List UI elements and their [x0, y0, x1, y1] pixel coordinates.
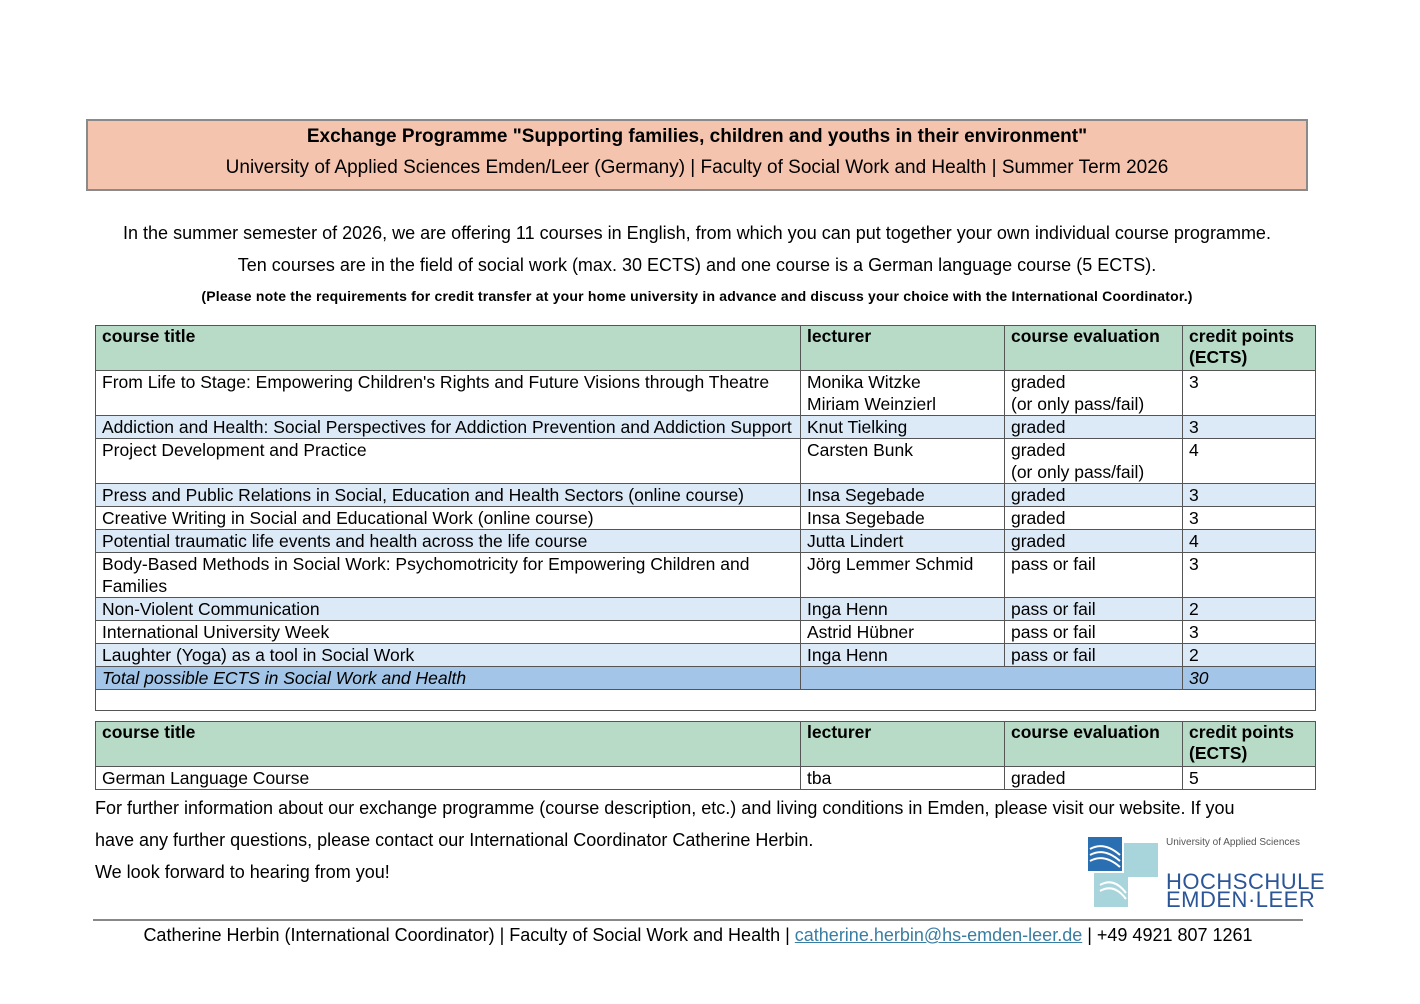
table-row	[96, 553, 1316, 598]
course-evaluation: graded	[1005, 416, 1183, 439]
total-row	[96, 667, 1316, 690]
course-title: From Life to Stage: Empowering Children's Rights and Future Visions through Theatre	[96, 371, 801, 416]
course-lecturer: Insa Segebade	[801, 507, 1005, 530]
header-course-title: course title	[96, 722, 801, 767]
footer-line-2: have any further questions, please contact our International Coordinator Catherine Herbin.	[95, 830, 814, 850]
header-credits: credit points (ECTS)	[1183, 722, 1316, 767]
course-lecturer: Inga Henn	[801, 598, 1005, 621]
logo-name-line-2: EMDEN·LEER	[1166, 887, 1316, 912]
total-label: Total possible ECTS in Social Work and Health	[96, 667, 801, 690]
course-credits: 3	[1183, 371, 1316, 416]
footer-line-3: We look forward to hearing from you!	[95, 862, 390, 882]
header-lecturer: lecturer	[801, 722, 1005, 767]
header-evaluation: course evaluation	[1005, 326, 1183, 371]
total-credits: 30	[1183, 667, 1316, 690]
total-empty	[801, 667, 1183, 690]
course-title: Laughter (Yoga) as a tool in Social Work	[96, 644, 801, 667]
university-logo	[1086, 835, 1326, 912]
course-title: Non-Violent Communication	[96, 598, 801, 621]
logo-tagline: University of Applied Sciences	[1166, 837, 1300, 848]
table-row	[96, 767, 1316, 790]
course-credits: 2	[1183, 598, 1316, 621]
course-credits: 3	[1183, 553, 1316, 598]
table-row	[96, 507, 1316, 530]
course-lecturer: Insa Segebade	[801, 484, 1005, 507]
header-lecturer: lecturer	[801, 326, 1005, 371]
table-header-row	[96, 326, 1316, 371]
table-row	[96, 644, 1316, 667]
course-lecturer: Monika Witzke Miriam Weinzierl	[801, 371, 1005, 416]
header-evaluation: course evaluation	[1005, 722, 1183, 767]
contact-prefix: Catherine Herbin (International Coordinator) | Faculty of Social Work and Health |	[143, 925, 795, 945]
programme-subtitle: University of Applied Sciences Emden/Leer (Germany) | Faculty of Social Work and Health | Summer Term 2026	[225, 157, 1169, 178]
language-course-table	[95, 721, 1316, 790]
course-evaluation: pass or fail	[1005, 598, 1183, 621]
course-title: Potential traumatic life events and health across the life course	[96, 530, 801, 553]
table-row	[96, 530, 1316, 553]
course-lecturer: Carsten Bunk	[801, 439, 1005, 484]
header-course-title: course title	[96, 326, 801, 371]
course-credits: 4	[1183, 439, 1316, 484]
course-evaluation: graded (or only pass/fail)	[1005, 439, 1183, 484]
contact-phone: | +49 4921 807 1261	[1082, 925, 1253, 945]
table-row	[96, 416, 1316, 439]
programme-title: Exchange Programme "Supporting families, children and youths in their environment"	[306, 126, 1088, 147]
contact-email-link[interactable]: catherine.herbin@hs-emden-leer.de	[794, 925, 1083, 945]
course-credits: 3	[1183, 621, 1316, 644]
course-title: Addiction and Health: Social Perspectives for Addiction Prevention and Addiction Support	[96, 416, 801, 439]
course-evaluation: pass or fail	[1005, 553, 1183, 598]
course-title: International University Week	[96, 621, 801, 644]
intro-line-1: In the summer semester of 2026, we are offering 11 courses in English, from which you can put together your own individual course programme.	[123, 223, 1271, 243]
course-credits: 3	[1183, 416, 1316, 439]
course-evaluation: graded	[1005, 530, 1183, 553]
logo-name-line-1: HOCHSCHULE	[1166, 869, 1326, 894]
course-title: Project Development and Practice	[96, 439, 801, 484]
intro-line-2: Ten courses are in the field of social work (max. 30 ECTS) and one course is a German language course (5 ECTS).	[237, 255, 1157, 275]
course-lecturer: Jutta Lindert	[801, 530, 1005, 553]
course-credits: 3	[1183, 507, 1316, 530]
logo-emblem-icon	[1086, 835, 1161, 910]
course-credits: 2	[1183, 644, 1316, 667]
course-lecturer: Jörg Lemmer Schmid	[801, 553, 1005, 598]
footer-divider	[93, 919, 1303, 921]
course-table	[95, 325, 1316, 711]
course-title: Creative Writing in Social and Educational Work (online course)	[96, 507, 801, 530]
programme-header	[86, 119, 1308, 191]
course-evaluation: graded	[1005, 507, 1183, 530]
course-evaluation: graded	[1005, 767, 1183, 790]
table-row	[96, 598, 1316, 621]
intro-note: (Please note the requirements for credit transfer at your home university in advance and discuss your choice with the International Coordinator.)	[201, 288, 1193, 304]
table-header-row	[96, 722, 1316, 767]
table-row	[96, 621, 1316, 644]
course-lecturer: Inga Henn	[801, 644, 1005, 667]
table-row	[96, 371, 1316, 416]
course-lecturer: Astrid Hübner	[801, 621, 1005, 644]
course-lecturer: Knut Tielking	[801, 416, 1005, 439]
course-credits: 3	[1183, 484, 1316, 507]
course-title: Press and Public Relations in Social, Education and Health Sectors (online course)	[96, 484, 801, 507]
course-evaluation: pass or fail	[1005, 644, 1183, 667]
footer-line-1: For further information about our exchange programme (course description, etc.) and living conditions in Emden, please visit our website. If you	[95, 798, 1235, 818]
course-title: German Language Course	[96, 767, 801, 790]
course-evaluation: graded	[1005, 484, 1183, 507]
contact-line	[93, 924, 1303, 946]
header-credits: credit points (ECTS)	[1183, 326, 1316, 371]
course-credits: 4	[1183, 530, 1316, 553]
course-evaluation: graded (or only pass/fail)	[1005, 371, 1183, 416]
table-row	[96, 484, 1316, 507]
course-evaluation: pass or fail	[1005, 621, 1183, 644]
course-credits: 5	[1183, 767, 1316, 790]
course-lecturer: tba	[801, 767, 1005, 790]
course-title: Body-Based Methods in Social Work: Psychomotricity for Empowering Children and Families	[96, 553, 801, 598]
table-row	[96, 439, 1316, 484]
spacer-row	[96, 690, 1316, 711]
